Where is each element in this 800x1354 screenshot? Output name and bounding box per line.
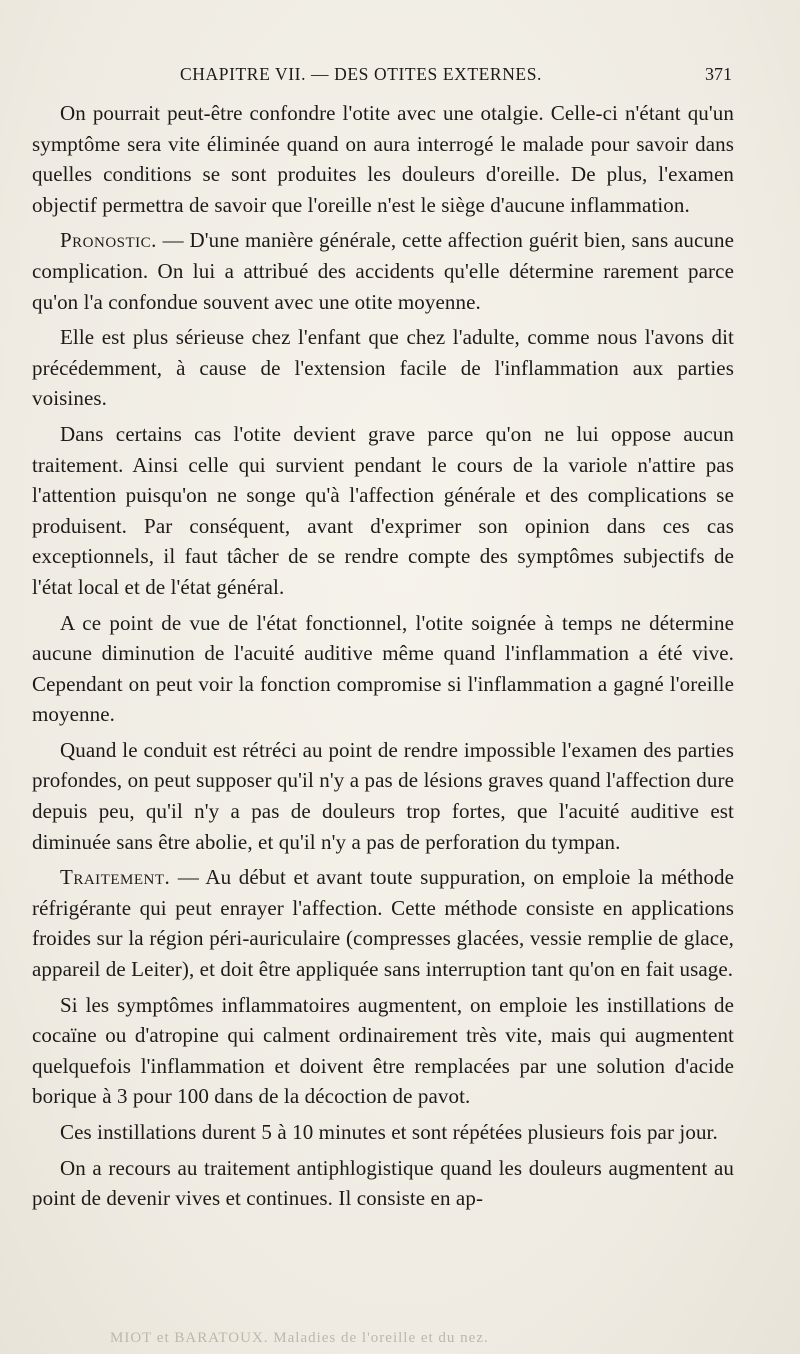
paragraph-text: Si les symptômes inflammatoires augmentent, on emploie les instillations de cocaïne ou d'atropine qui calment ordinairement très vite, mais qui augmentent quelquefois l'inflammation et doivent être remplacées par une solution d'acide borique à 3 pour 100 dans de la décoction de pavot. (32, 992, 734, 1109)
paragraph-text: — D'une manière générale, cette affection guérit bien, sans aucune complication. On lui a attribué des accidents qu'elle détermine rarement parce qu'on l'a confondue souvent avec une otite moyenne. (32, 228, 734, 314)
running-head (32, 64, 732, 94)
paragraph-etat-fonctionnel (32, 608, 734, 730)
section-heading-pronostic: Pronostic. (60, 228, 157, 253)
chapter-title: CHAPITRE VII. — DES OTITES EXTERNES. (180, 64, 543, 84)
paragraph-text: — Au début et avant toute suppuration, on emploie la méthode réfrigérante qui peut enrayer l'affection. Cette méthode consiste en applications froides sur la région péri-auriculaire (compresses glacées, vessie remplie de glace, appareil de Leiter), et doit être appliquée sans interruption tant qu'on en fait usage. (32, 865, 734, 982)
show-through-footer: MIOT et BARATOUX. Maladies de l'oreille et du nez. (110, 1330, 489, 1346)
page-number: 371 (705, 64, 732, 84)
paragraph-text: Ces instillations durent 5 à 10 minutes et sont répétées plusieurs fois par jour. (60, 1120, 718, 1144)
paragraph-text: A ce point de vue de l'état fonctionnel, l'otite soignée à temps ne détermine aucune diminution de l'acuité auditive même quand l'inflammation a été vive. Cependant on peut voir la fonction compromise si l'inflammation a gagné l'oreille moyenne. (32, 610, 734, 727)
paragraph-text: Quand le conduit est rétréci au point de rendre impossible l'examen des parties profondes, on peut supposer qu'il n'y a pas de lésions graves quand l'affection dure depuis peu, qu'il n'y a pas de douleurs trop fortes, que l'acuité auditive est diminuée sans être abolie, et qu'il n'y a pas de perforation du tympan. (32, 737, 734, 854)
paragraph-duree (32, 1117, 734, 1148)
paragraph-text: Elle est plus sérieuse chez l'enfant que chez l'adulte, comme nous l'avons dit précédemment, à cause de l'extension facile de l'inflammation aux parties voisines. (32, 325, 734, 411)
paragraph-variole (32, 419, 734, 603)
section-heading-traitement: Traitement. (60, 865, 171, 890)
paragraph-traitement (32, 862, 734, 984)
paragraph-text: Dans certains cas l'otite devient grave parce qu'on ne lui oppose aucun traitement. Ainsi celle qui survient pendant le cours de la variole n'attire pas l'attention puisqu'on ne songe qu'à l'affection générale et des complications se produisent. Par conséquent, avant d'exprimer son opinion dans ces cas exceptionnels, il faut tâcher de se rendre compte des symptômes subjectifs de l'état local et de l'état général. (32, 421, 734, 599)
paragraph-antiphlogistique (32, 1153, 734, 1214)
paragraph-conduit-retreci (32, 735, 734, 857)
paragraph-text: On pourrait peut-être confondre l'otite avec une otalgie. Celle-ci n'étant qu'un symptôme sera vite éliminée quand on aura interrogé le malade pour savoir dans quelles conditions se sont produites les douleurs d'oreille. De plus, l'examen objectif permettra de savoir que l'oreille n'est le siège d'aucune inflammation. (32, 101, 734, 217)
paragraph-pronostic (32, 225, 734, 317)
body-text (32, 98, 734, 1219)
paragraph-enfant (32, 322, 734, 414)
paragraph-text: On a recours au traitement antiphlogistique quand les douleurs augmentent au point de devenir vives et continues. Il consiste en ap- (32, 1155, 734, 1211)
paragraph-otalgie (32, 98, 734, 220)
paragraph-instillations (32, 990, 734, 1112)
